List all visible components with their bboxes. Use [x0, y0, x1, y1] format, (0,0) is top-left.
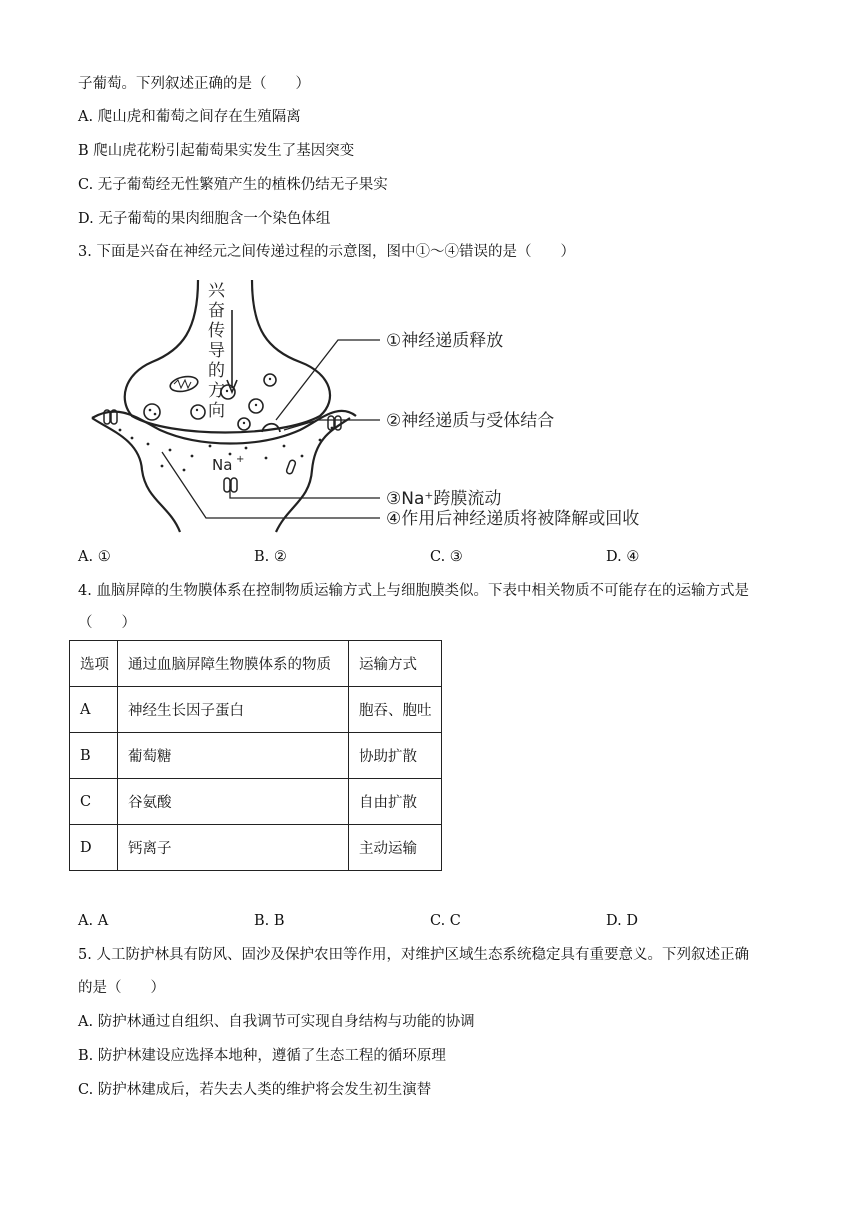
callout-4: ④作用后神经递质将被降解或回收 — [386, 509, 640, 529]
callout-3: ③Na⁺跨膜流动 — [386, 489, 502, 509]
table-header-cell: 运输方式 — [349, 641, 442, 687]
q4-option-c[interactable]: C. C — [430, 913, 461, 929]
q3-option-c[interactable]: C. ③ — [430, 549, 463, 565]
table-header-row — [70, 641, 442, 687]
na-ion-charge: + — [236, 454, 245, 465]
q4-option-d[interactable]: D. D — [606, 913, 638, 929]
q5-option-a[interactable]: A. 防护林通过自组织、自我调节可实现自身结构与功能的协调 — [78, 1014, 475, 1030]
q2-option-a[interactable]: A. 爬山虎和葡萄之间存在生殖隔离 — [78, 109, 301, 125]
q4-table — [69, 640, 442, 871]
table-cell: 谷氨酸 — [118, 779, 349, 825]
callout-2: ②神经递质与受体结合 — [386, 411, 555, 431]
svg-text:兴: 兴 — [208, 281, 225, 301]
q4-options — [78, 911, 798, 931]
q2-option-c[interactable]: C. 无子葡萄经无性繁殖产生的植株仍结无子果实 — [78, 177, 388, 193]
q4-option-b[interactable]: B. B — [254, 913, 285, 929]
table-row — [70, 825, 442, 871]
svg-text:奋: 奋 — [208, 301, 225, 321]
q5-stem-line1: 5. 人工防护林具有防风、固沙及保护农田等作用，对维护区域生态系统稳定具有重要意义。下列叙述正确 — [78, 947, 749, 963]
table-cell: 钙离子 — [118, 825, 349, 871]
svg-text:向: 向 — [208, 401, 225, 421]
q3-option-b[interactable]: B. ② — [254, 549, 287, 565]
q4-stem-line2: （ ） — [78, 615, 136, 631]
q4-option-a[interactable]: A. A — [78, 913, 109, 929]
q5-option-b[interactable]: B. 防护林建设应选择本地种，遵循了生态工程的循环原理 — [78, 1048, 446, 1064]
table-cell: 胞吞、胞吐 — [349, 687, 442, 733]
table-cell: 协助扩散 — [349, 733, 442, 779]
table-row — [70, 687, 442, 733]
q5-stem-line2: 的是（ ） — [78, 980, 165, 996]
postsynaptic-membrane — [92, 418, 350, 532]
table-cell: 主动运输 — [349, 825, 442, 871]
table-row — [70, 733, 442, 779]
q3-stem: 3. 下面是兴奋在神经元之间传递过程的示意图，图中①～④错误的是（ ） — [78, 244, 575, 260]
q3-options — [78, 547, 798, 567]
q3-option-d[interactable]: D. ④ — [606, 549, 640, 565]
svg-text:的: 的 — [208, 361, 225, 381]
table-header-cell: 选项 — [70, 641, 118, 687]
svg-text:导: 导 — [208, 341, 225, 361]
q2-option-d[interactable]: D. 无子葡萄的果肉细胞含一个染色体组 — [78, 211, 331, 227]
na-ion-label: Na — [212, 456, 233, 474]
table-cell: B — [70, 733, 118, 779]
mitochondrion — [169, 374, 199, 394]
synapse-diagram — [80, 270, 680, 535]
table-cell: C — [70, 779, 118, 825]
table-cell: D — [70, 825, 118, 871]
svg-text:方: 方 — [208, 381, 225, 401]
direction-label — [208, 281, 226, 421]
q4-stem-line1: 4. 血脑屏障的生物膜体系在控制物质运输方式上与细胞膜类似。下表中相关物质不可能存在的运输方式是 — [78, 583, 749, 599]
table-cell: 葡萄糖 — [118, 733, 349, 779]
callout-1: ①神经递质释放 — [386, 331, 504, 351]
q5-option-c[interactable]: C. 防护林建成后，若失去人类的维护将会发生初生演替 — [78, 1082, 432, 1098]
svg-text:传: 传 — [208, 321, 225, 341]
q2-stem-tail: 子葡萄。下列叙述正确的是（ ） — [78, 76, 310, 92]
table-cell: A — [70, 687, 118, 733]
q3-option-a[interactable]: A. ① — [78, 549, 111, 565]
presynaptic-membrane — [125, 280, 330, 433]
table-cell: 自由扩散 — [349, 779, 442, 825]
table-row — [70, 779, 442, 825]
table-cell: 神经生长因子蛋白 — [118, 687, 349, 733]
q2-option-b[interactable]: B 爬山虎花粉引起葡萄果实发生了基因突变 — [78, 143, 355, 159]
table-header-cell: 通过血脑屏障生物膜体系的物质 — [118, 641, 349, 687]
